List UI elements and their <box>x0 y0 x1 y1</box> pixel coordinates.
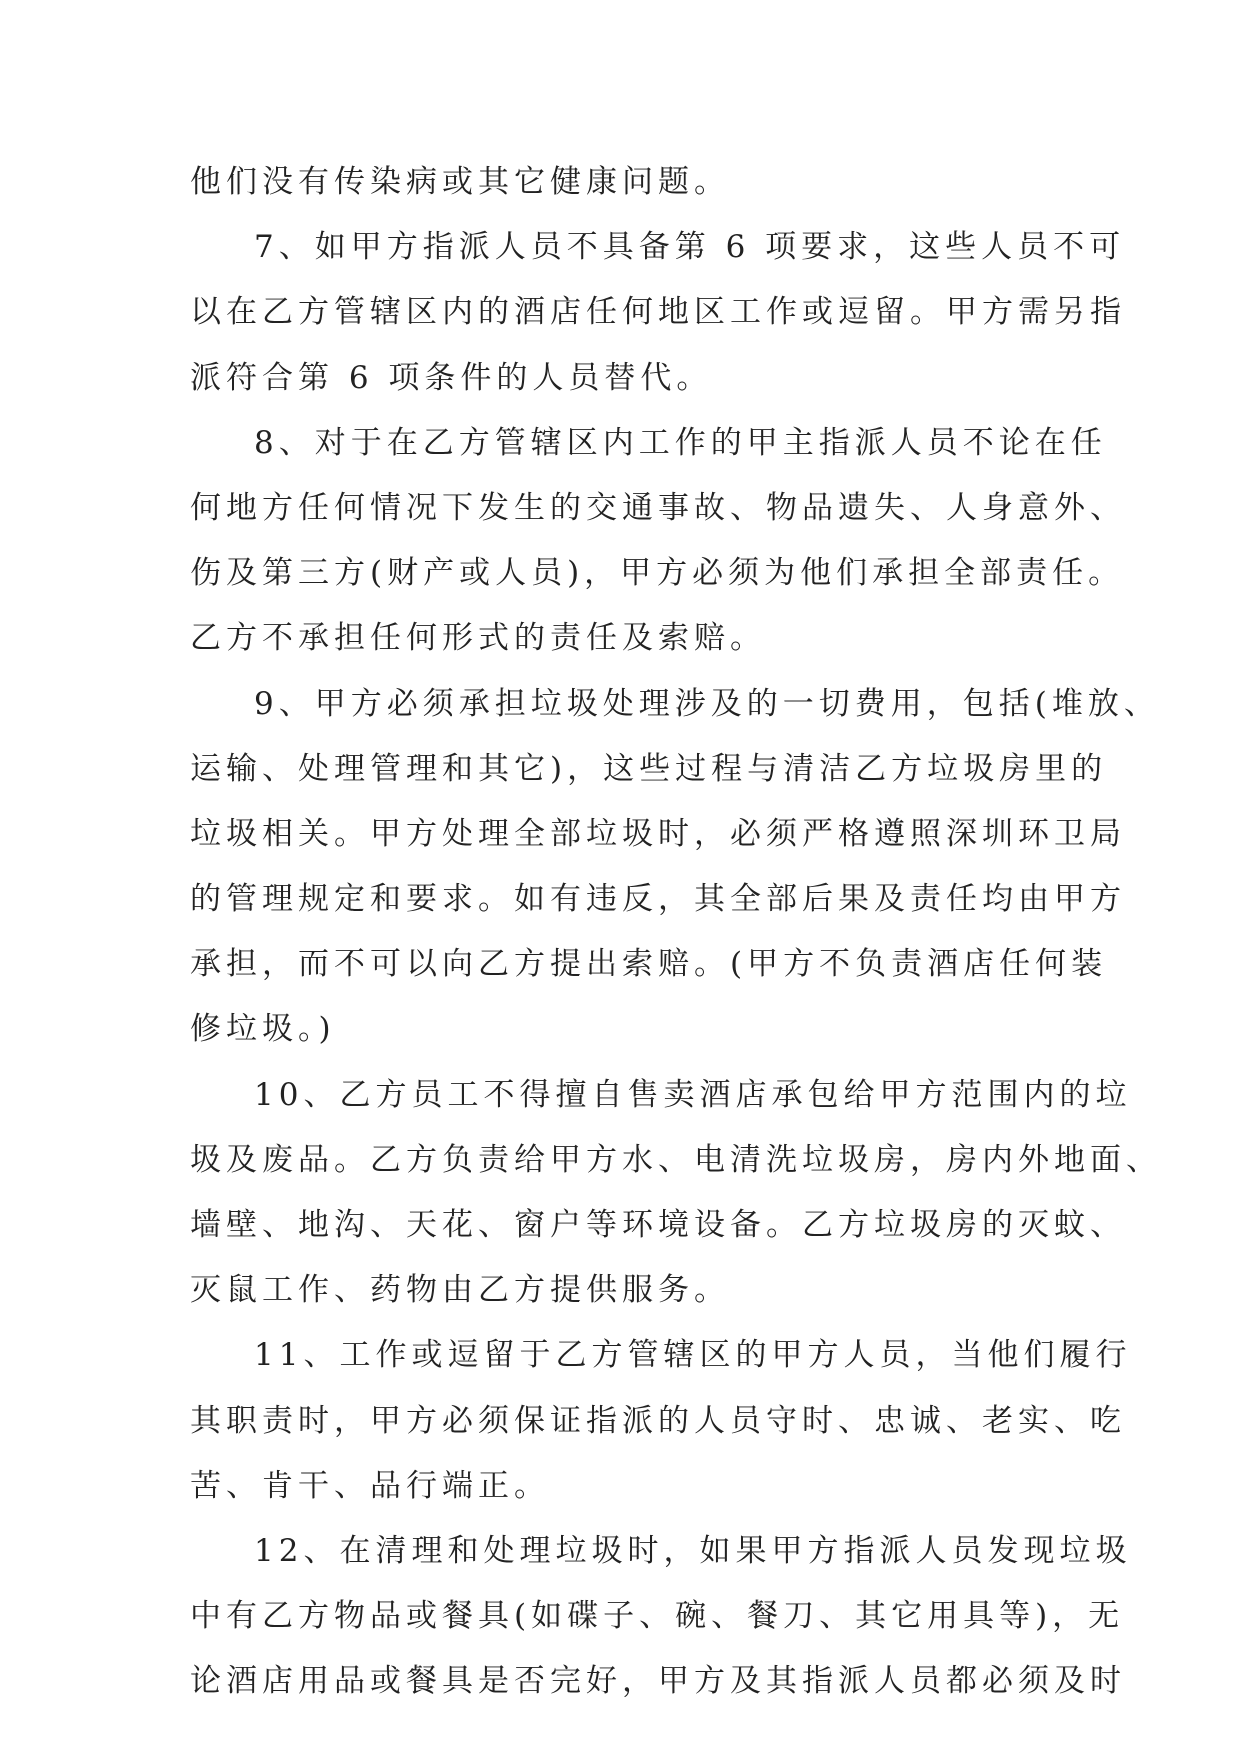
text-line: 他们没有传染病或其它健康问题。 <box>190 164 730 200</box>
text-line: 的管理规定和要求。如有违反，其全部后果及责任均由甲方 <box>190 881 1126 918</box>
text-line: 圾及废品。乙方负责给甲方水、电清洗垃圾房，房内外地面、 <box>190 1141 1162 1178</box>
text-line: 何地方任何情况下发生的交通事故、物品遗失、人身意外、 <box>190 489 1126 526</box>
text-line: 伤及第三方(财产或人员)，甲方必须为他们承担全部责任。 <box>190 555 1125 592</box>
text-line: 10、乙方员工不得擅自售卖酒店承包给甲方范围内的垃 <box>254 1076 1132 1113</box>
text-line: 运输、处理管理和其它)，这些过程与清洁乙方垃圾房里的 <box>190 750 1108 787</box>
text-line: 以在乙方管辖区内的酒店任何地区工作或逗留。甲方需另指 <box>190 294 1126 331</box>
text-line: 11、工作或逗留于乙方管辖区的甲方人员，当他们履行 <box>254 1337 1132 1374</box>
text-line: 灭鼠工作、药物由乙方提供服务。 <box>190 1272 730 1309</box>
text-line: 8、对于在乙方管辖区内工作的甲主指派人员不论在任 <box>254 424 1107 461</box>
text-line: 其职责时，甲方必须保证指派的人员守时、忠诚、老实、吃 <box>190 1402 1126 1439</box>
text-line: 中有乙方物品或餐具(如碟子、碗、餐刀、其它用具等)，无 <box>190 1598 1125 1635</box>
text-line: 墙壁、地沟、天花、窗户等环境设备。乙方垃圾房的灭蚊、 <box>190 1207 1126 1243</box>
text-line: 论酒店用品或餐具是否完好，甲方及其指派人员都必须及时 <box>190 1663 1126 1700</box>
text-line: 9、甲方必须承担垃圾处理涉及的一切费用，包括(堆放、 <box>254 685 1160 722</box>
text-line: 承担，而不可以向乙方提出索赔。(甲方不负责酒店任何装 <box>190 946 1108 983</box>
text-line: 修垃圾。) <box>190 1011 336 1048</box>
document-body <box>190 150 1162 1715</box>
text-line: 苦、肯干、品行端正。 <box>190 1467 550 1504</box>
text-line: 垃圾相关。甲方处理全部垃圾时，必须严格遵照深圳环卫局 <box>190 815 1126 852</box>
text-line: 7、如甲方指派人员不具备第 6 项要求，这些人员不可 <box>254 229 1126 266</box>
text-line: 12、在清理和处理垃圾时，如果甲方指派人员发现垃圾 <box>254 1532 1132 1569</box>
text-line: 乙方不承担任何形式的责任及索赔。 <box>190 620 766 657</box>
text-line: 派符合第 6 项条件的人员替代。 <box>190 359 713 396</box>
